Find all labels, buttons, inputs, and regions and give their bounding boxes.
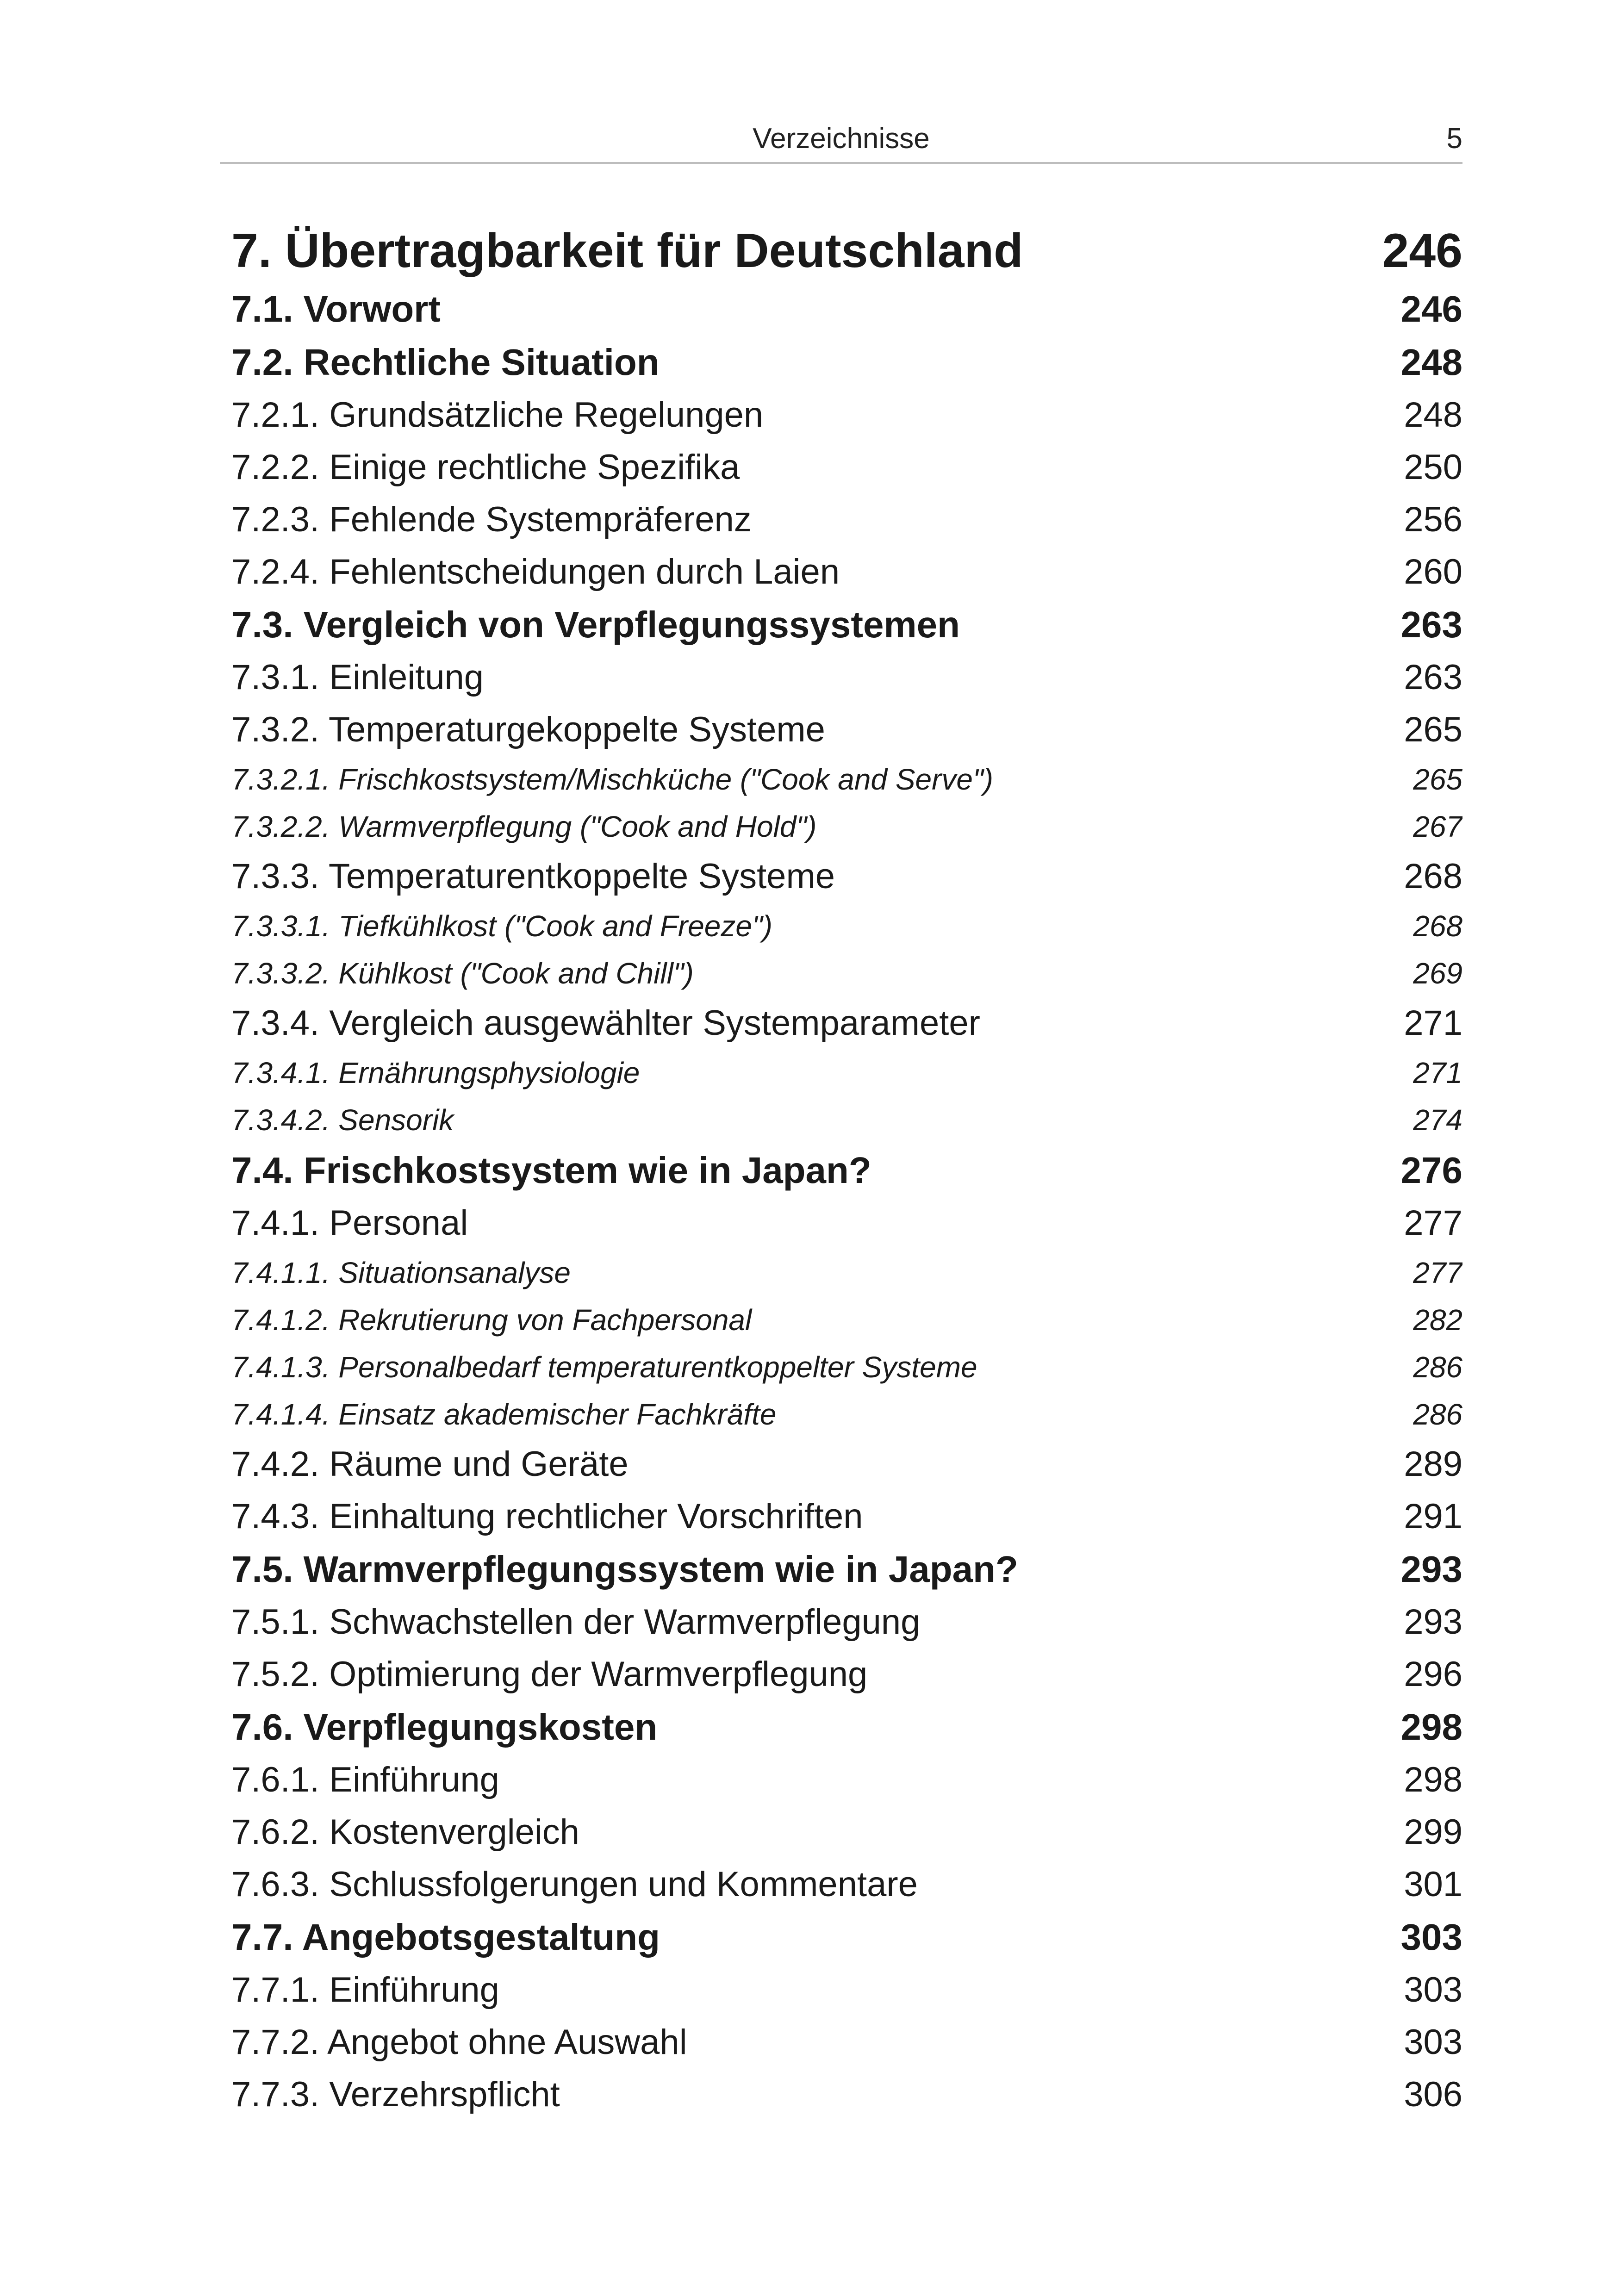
toc-entry — [231, 1858, 1462, 1910]
toc-entry — [231, 1144, 1462, 1197]
toc-entry-label: 7.4.3. Einhaltung rechtlicher Vorschriften — [231, 1497, 863, 1536]
toc-entry-page: 271 — [1404, 1003, 1462, 1043]
toc-entry — [231, 1049, 1462, 1096]
toc-entry — [231, 1910, 1462, 1964]
toc-entry-label: 7.2. Rechtliche Situation — [231, 342, 660, 383]
toc-entry-label: 7.2.1. Grundsätzliche Regelungen — [231, 395, 764, 435]
toc-entry — [231, 598, 1462, 651]
toc-entry — [231, 651, 1462, 703]
toc-entry-page: 298 — [1404, 1760, 1462, 1799]
toc-entry — [231, 1249, 1462, 1296]
toc-entry-label: 7.3.3. Temperaturentkoppelte Systeme — [231, 857, 835, 896]
toc-entry-page: 263 — [1400, 604, 1462, 645]
toc-entry-label: 7.3.2.1. Frischkostsystem/Mischküche ("Cook and Serve") — [231, 763, 994, 796]
toc-entry-page: 250 — [1404, 448, 1462, 487]
toc-entry-label: 7.3.2. Temperaturgekoppelte Systeme — [231, 710, 825, 749]
toc-entry-label: 7.4.1.4. Einsatz akademischer Fachkräfte — [231, 1398, 777, 1431]
toc-entry-page: 303 — [1404, 1970, 1462, 2010]
toc-entry-page: 306 — [1404, 2075, 1462, 2114]
toc-entry-page: 282 — [1413, 1303, 1462, 1337]
toc-entry-label: 7.3.3.1. Tiefkühlkost ("Cook and Freeze") — [231, 909, 772, 943]
toc-entry-label: 7.3.4.1. Ernährungsphysiologie — [231, 1056, 640, 1089]
toc-entry — [231, 1438, 1462, 1490]
toc-entry-page: 268 — [1413, 909, 1462, 943]
toc-entry — [231, 1964, 1462, 2016]
toc-entry — [231, 1648, 1462, 1700]
toc-entry — [231, 997, 1462, 1049]
toc-entry-page: 286 — [1413, 1350, 1462, 1384]
toc-entry-label: 7.6.1. Einführung — [231, 1760, 499, 1799]
toc-entry-label: 7.4.1.1. Situationsanalyse — [231, 1256, 571, 1289]
toc-entry — [231, 1197, 1462, 1249]
toc-entry-label: 7.6.3. Schlussfolgerungen und Kommentare — [231, 1865, 918, 1904]
toc-entry — [231, 493, 1462, 546]
toc-entry-label: 7.7. Angebotsgestaltung — [231, 1916, 660, 1958]
toc-entry-page: 303 — [1400, 1916, 1462, 1958]
toc-entry-page: 267 — [1413, 810, 1462, 843]
toc-entry — [231, 1490, 1462, 1543]
toc-entry-label: 7.5.2. Optimierung der Warmverpflegung — [231, 1655, 868, 1694]
toc-entry — [231, 1806, 1462, 1858]
toc-entry — [231, 220, 1462, 282]
toc-entry — [231, 756, 1462, 803]
toc-entry-page: 276 — [1400, 1150, 1462, 1191]
toc-entry-label: 7.3.3.2. Kühlkost ("Cook and Chill") — [231, 957, 694, 990]
toc-entry-label: 7.1. Vorwort — [231, 288, 441, 330]
header-rule — [220, 162, 1462, 164]
toc-entry-page: 293 — [1404, 1602, 1462, 1642]
toc-entry — [231, 282, 1462, 336]
page-number: 5 — [1446, 123, 1462, 155]
toc-entry-page: 301 — [1404, 1865, 1462, 1904]
toc-entry — [231, 1754, 1462, 1806]
toc-entry-label: 7.7.1. Einführung — [231, 1970, 499, 2010]
toc-entry-page: 248 — [1400, 342, 1462, 383]
page-header — [220, 113, 1462, 160]
running-title: Verzeichnisse — [753, 123, 930, 155]
toc-entry — [231, 389, 1462, 441]
toc-entry — [231, 441, 1462, 493]
toc-entry-label: 7.3.4. Vergleich ausgewählter Systemparameter — [231, 1003, 980, 1043]
toc-entry-page: 299 — [1404, 1812, 1462, 1852]
toc-entry-page: 246 — [1382, 224, 1462, 278]
toc-entry-page: 289 — [1404, 1444, 1462, 1484]
toc-entry — [231, 1543, 1462, 1596]
toc-entry — [231, 2016, 1462, 2068]
toc-entry-page: 303 — [1404, 2022, 1462, 2062]
toc-entry-page: 256 — [1404, 500, 1462, 539]
toc-entry — [231, 850, 1462, 902]
toc-entry-label: 7.2.4. Fehlentscheidungen durch Laien — [231, 552, 840, 591]
toc-entry-label: 7.3.2.2. Warmverpflegung ("Cook and Hold") — [231, 810, 817, 843]
toc-entry — [231, 1096, 1462, 1144]
toc-entry-page: 265 — [1404, 710, 1462, 749]
toc-entry-label: 7.2.3. Fehlende Systempräferenz — [231, 500, 752, 539]
toc-entry — [231, 2068, 1462, 2121]
toc-entry-page: 293 — [1400, 1549, 1462, 1590]
toc-entry-page: 269 — [1413, 957, 1462, 990]
toc-entry-label: 7.4.1. Personal — [231, 1203, 468, 1243]
toc-entry-page: 274 — [1413, 1103, 1462, 1137]
toc-entry-label: 7.4. Frischkostsystem wie in Japan? — [231, 1150, 871, 1191]
toc-entry-page: 271 — [1413, 1056, 1462, 1089]
toc-entry — [231, 1596, 1462, 1648]
toc-entry-label: 7.5.1. Schwachstellen der Warmverpflegung — [231, 1602, 921, 1642]
toc-entry-page: 296 — [1404, 1655, 1462, 1694]
toc-entry-label: 7.7.2. Angebot ohne Auswahl — [231, 2022, 687, 2062]
toc-entry-label: 7.4.1.3. Personalbedarf temperaturentkoppelter Systeme — [231, 1350, 977, 1384]
toc-entry-label: 7.6.2. Kostenvergleich — [231, 1812, 580, 1852]
toc-entry-page: 246 — [1400, 288, 1462, 330]
toc-entry — [231, 803, 1462, 850]
toc-entry-page: 291 — [1404, 1497, 1462, 1536]
toc-entry — [231, 546, 1462, 598]
toc-entry-page: 277 — [1404, 1203, 1462, 1243]
toc-entry — [231, 950, 1462, 997]
toc-entry-page: 260 — [1404, 552, 1462, 591]
toc-entry-page: 286 — [1413, 1398, 1462, 1431]
toc-entry-page: 298 — [1400, 1706, 1462, 1748]
toc-entry-page: 277 — [1413, 1256, 1462, 1289]
toc-entry-label: 7.3.1. Einleitung — [231, 658, 484, 697]
toc-entry — [231, 1700, 1462, 1754]
toc-entry — [231, 703, 1462, 756]
toc-entry — [231, 902, 1462, 950]
toc-entry — [231, 1391, 1462, 1438]
toc-entry-label: 7. Übertragbarkeit für Deutschland — [231, 224, 1023, 278]
toc-entry-page: 248 — [1404, 395, 1462, 435]
toc-entry — [231, 336, 1462, 389]
toc-entry-page: 265 — [1413, 763, 1462, 796]
toc-entry-label: 7.4.2. Räume und Geräte — [231, 1444, 629, 1484]
toc-entry-page: 263 — [1404, 658, 1462, 697]
toc-entry-label: 7.7.3. Verzehrspflicht — [231, 2075, 560, 2114]
toc-entry-label: 7.3.4.2. Sensorik — [231, 1103, 454, 1137]
table-of-contents — [231, 220, 1462, 2121]
toc-entry-label: 7.5. Warmverpflegungssystem wie in Japan? — [231, 1549, 1018, 1590]
toc-entry-label: 7.2.2. Einige rechtliche Spezifika — [231, 448, 740, 487]
toc-entry — [231, 1296, 1462, 1344]
toc-entry-label: 7.3. Vergleich von Verpflegungssystemen — [231, 604, 960, 645]
toc-entry — [231, 1344, 1462, 1391]
toc-entry-label: 7.6. Verpflegungskosten — [231, 1706, 658, 1748]
toc-entry-label: 7.4.1.2. Rekrutierung von Fachpersonal — [231, 1303, 752, 1337]
toc-entry-page: 268 — [1404, 857, 1462, 896]
